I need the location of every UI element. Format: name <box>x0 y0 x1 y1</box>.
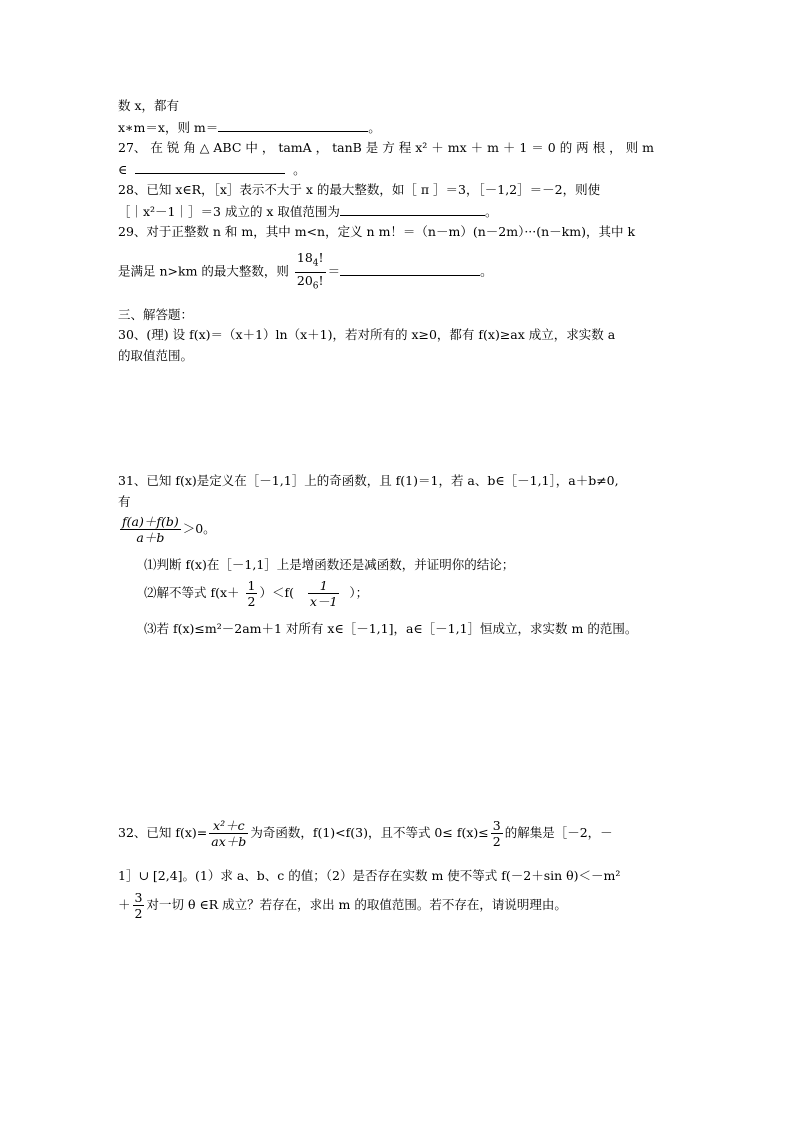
q26-line2-suffix: 。 <box>368 120 381 135</box>
q32-f-fraction <box>209 818 248 849</box>
q30-line2: 的取值范围。 <box>118 348 194 363</box>
q29-line2 <box>118 250 493 294</box>
q32-f-den: ax＋b <box>211 834 247 849</box>
q31-p2-frac-num: 1 <box>308 578 340 594</box>
q31-p2-fraction <box>308 578 340 609</box>
q31-p2-half <box>246 578 258 609</box>
q28-line2-suffix: 。 <box>484 204 498 219</box>
q26-line1: 数 x，都有 <box>118 98 180 113</box>
q32-ineq-num: 3 <box>492 818 501 833</box>
q30-line1: 30、(理) 设 f(x)＝（x＋1）ln（x＋1)，若对所有的 x≥0，都有 f(x)≥ax 成立，求实数 a <box>118 327 616 342</box>
q29-eq: ＝ <box>327 263 341 279</box>
q31-condition <box>118 514 216 545</box>
q31-line2: 有 <box>118 494 131 509</box>
q32-line3-prefix: ＋ <box>118 897 131 912</box>
q29-frac-den-base: 20 <box>296 272 313 288</box>
q27-answer-blank[interactable] <box>135 161 285 174</box>
q32-ineq-fraction <box>491 818 503 849</box>
q27-line1: 27、 在 锐 角 △ ABC 中 ， tamA ， tanB 是 方 程 x² ＋ mx ＋ m ＋ 1 ＝ 0 的 两 根 ， 则 m <box>118 140 654 155</box>
q32-ineq-den: 2 <box>492 834 501 849</box>
q31-fraction <box>120 514 181 545</box>
q29-fraction <box>295 250 326 294</box>
q28-line2-prefix: ［｜x²－1｜］＝3 成立的 x 取值范围为 <box>118 204 340 219</box>
q32-tail: 的解集是［－2，－ <box>504 825 613 840</box>
q31-frac-num: f(a)＋f(b) <box>122 514 179 529</box>
q31-p2-suffix: ）； <box>349 585 369 600</box>
section-heading: 三、解答题： <box>118 307 194 322</box>
q29-frac-num-bang: ! <box>318 250 324 265</box>
q32-line1 <box>118 818 613 849</box>
q29-frac-num-sub: 4 <box>312 258 319 269</box>
q27-line2-prefix: ∈ <box>118 162 128 177</box>
q32-line3-den: 2 <box>134 906 143 921</box>
q31-p2-frac-den: x－1 <box>309 594 338 609</box>
q29-answer-blank[interactable] <box>340 263 480 276</box>
q31-p2-prefix: ⑵解不等式 f(x＋ <box>144 585 240 600</box>
q32-mid: 为奇函数，f(1)<f(3)，且不等式 0≤ f(x)≤ <box>250 825 489 840</box>
q32-prefix: 32、已知 f(x)= <box>118 825 208 840</box>
q29-line2-suffix: 。 <box>480 263 493 279</box>
q26-answer-blank[interactable] <box>218 119 368 132</box>
q32-line2: 1］∪ [2,4]。(1）求 a、b、c 的值；（2）是否存在实数 m 使不等式 f(－2＋sin θ)＜－m² <box>118 868 621 883</box>
q32-line3 <box>118 890 567 921</box>
q27-line2 <box>118 161 306 178</box>
q32-f-num: x²＋c <box>209 818 248 834</box>
q31-p2-half-den: 2 <box>247 594 256 609</box>
q27-line2-suffix: 。 <box>293 162 306 177</box>
q29-frac-den-bang: ! <box>318 272 324 288</box>
q31-frac-den: a＋b <box>136 530 165 545</box>
q32-line3-fraction <box>133 890 145 921</box>
q29-frac-num-base: 18 <box>296 250 313 265</box>
q32-line3-suffix: 对一切 θ ∈R 成立？若存在，求出 m 的取值范围。若不存在，请说明理由。 <box>146 897 567 912</box>
q29-line2-prefix: 是满足 n>km 的最大整数，则 <box>118 263 289 279</box>
q32-line3-num: 3 <box>134 890 143 905</box>
q28-line1: 28、已知 x∈R，［x］表示不大于 x 的最大整数，如［ π ］＝3，［－1,2］＝－2，则使 <box>118 182 601 197</box>
q29-frac-den-sub: 6 <box>312 281 319 291</box>
q28-line2 <box>118 203 497 220</box>
q29-line1: 29、对于正整数 n 和 m，其中 m<n，定义 n m！＝（n－m）(n－2m）···(n－km)，其中 k <box>118 224 636 239</box>
q26-line2-prefix: x∗m＝x，则 m＝ <box>118 120 219 135</box>
q31-part3: ⑶若 f(x)≤m²－2am＋1 对所有 x∈［－1,1]，a∈［－1,1］恒成立，求实数 m 的范围。 <box>144 621 638 636</box>
q31-p2-mid: ）＜f( <box>259 585 294 600</box>
q31-line1: 31、已知 f(x)是定义在［－1,1］上的奇函数，且 f(1)＝1，若 a、b∈［－1,1］，a＋b≠0, <box>118 473 619 488</box>
q31-p2-half-num: 1 <box>247 578 256 593</box>
q31-part2 <box>144 578 368 609</box>
q31-gt0: ＞0。 <box>182 521 216 536</box>
q26-line2 <box>118 119 381 136</box>
q31-part1: ⑴判断 f(x)在［－1,1］上是增函数还是减函数，并证明你的结论； <box>144 557 515 572</box>
q28-answer-blank[interactable] <box>340 203 485 216</box>
